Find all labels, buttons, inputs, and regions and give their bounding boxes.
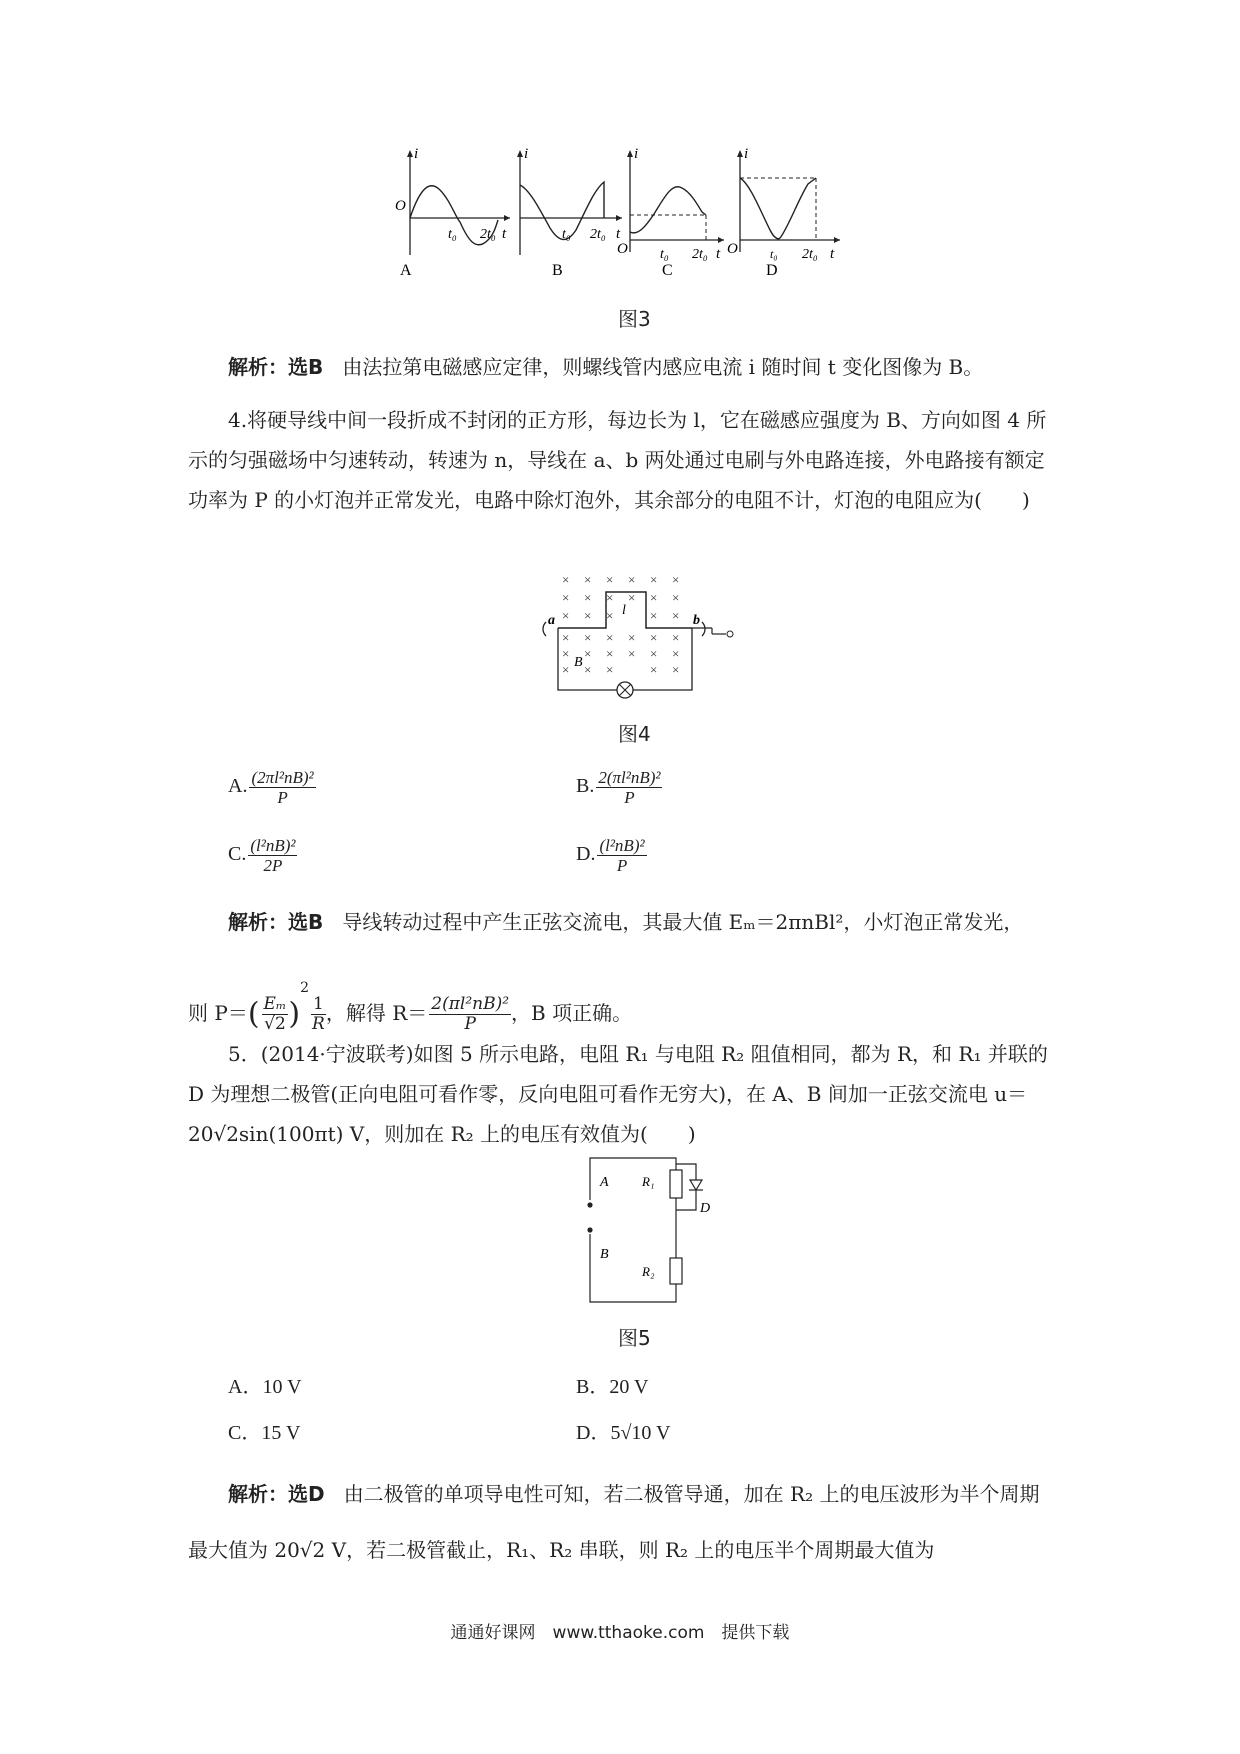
graph-c-origin: O — [617, 241, 628, 257]
svg-text:×: × — [650, 590, 658, 605]
graph-c-xlabel: t — [716, 246, 721, 262]
graph-c-t0: t₀ — [660, 247, 669, 262]
q4-option-a[interactable]: A. $\frac{\text{(2πl²nB)²}}{P}$ — [228, 768, 314, 807]
svg-text:×: × — [650, 662, 658, 677]
svg-text:×: × — [562, 646, 570, 661]
svg-text:×: × — [628, 630, 636, 645]
graph-d-xlabel: t — [830, 246, 835, 262]
q4-option-b[interactable]: B. $\frac{\text{2(πl²nB)²}}{P}$ — [576, 768, 661, 807]
svg-text:×: × — [606, 646, 614, 661]
svg-text:×: × — [606, 662, 614, 677]
svg-text:×: × — [672, 572, 680, 587]
svg-text:×: × — [584, 590, 592, 605]
q3-solution — [188, 347, 1058, 387]
terminal-b-label: B — [600, 1247, 609, 1262]
figure-4-circuit — [530, 570, 750, 700]
q5-option-d[interactable]: D．5√10 V — [576, 1422, 671, 1444]
svg-text:×: × — [628, 572, 636, 587]
svg-text:×: × — [584, 630, 592, 645]
point-b-label: b — [693, 613, 700, 628]
r2-label: R₂ — [642, 1264, 655, 1279]
svg-text:×: × — [606, 630, 614, 645]
graph-d-ylabel: i — [744, 146, 749, 162]
graph-a-origin: O — [395, 198, 406, 214]
svg-text:×: × — [584, 608, 592, 623]
q5-option-b[interactable]: B．20 V — [576, 1376, 649, 1398]
graph-a-label: A — [400, 262, 412, 279]
q5-option-c[interactable]: C．15 V — [228, 1422, 301, 1444]
graph-d — [727, 146, 840, 279]
diode-label: D — [700, 1201, 711, 1216]
svg-text:×: × — [584, 572, 592, 587]
svg-text:×: × — [650, 630, 658, 645]
figure-3-graphs — [380, 140, 900, 280]
graph-b-2t0: 2t₀ — [590, 227, 606, 242]
svg-text:×: × — [562, 630, 570, 645]
svg-text:×: × — [628, 646, 636, 661]
graph-a-xlabel: t — [502, 226, 507, 242]
graph-c-ylabel: i — [634, 146, 639, 162]
q4-solution-line1: 解析：选B 导线转动过程中产生正弦交流电，其最大值 Eₘ＝2πnBl²，小灯泡正常发光， — [228, 910, 1024, 934]
svg-text:×: × — [606, 590, 614, 605]
graph-a-ylabel: i — [414, 146, 419, 162]
q5-solution: 解析：选D 由二极管的单项导电性可知，若二极管导通，加在 R₂ 上的电压波形为半个周期最大值为 20√2 V，若二极管截止，R₁、R₂ 串联，则 R₂ 上的电压半个周期最大值为 — [188, 1482, 1040, 1562]
graph-b-t0: t₀ — [562, 227, 571, 242]
graph-c-2t0: 2t₀ — [692, 247, 708, 262]
point-a-label: a — [548, 613, 555, 628]
svg-text:×: × — [562, 590, 570, 605]
q4-option-c[interactable]: C. $\frac{\text{(l²nB)²}}{2P}$ — [228, 836, 296, 875]
graph-d-label: D — [766, 262, 778, 279]
diode-d — [690, 1180, 702, 1190]
graph-b — [517, 146, 622, 279]
r1-label: R₁ — [642, 1174, 655, 1189]
svg-text:×: × — [650, 608, 658, 623]
svg-text:×: × — [584, 662, 592, 677]
field-b-label: B — [574, 655, 583, 670]
svg-text:×: × — [584, 646, 592, 661]
q5-option-a[interactable]: A．10 V — [228, 1376, 302, 1398]
resistor-r1 — [670, 1170, 682, 1198]
svg-text:×: × — [650, 646, 658, 661]
figure-5-caption: 图5 — [618, 1326, 651, 1350]
graph-d-t0: t₀ — [770, 247, 778, 261]
figure-4-caption: 图4 — [618, 722, 651, 746]
figure-3-caption: 图3 — [618, 307, 651, 331]
terminal-a-label: A — [600, 1175, 609, 1190]
graph-d-origin: O — [727, 241, 738, 257]
svg-text:×: × — [672, 608, 680, 623]
q4-solution-line2: 则 P＝( $\frac{\text{Eₘ}}{√2}$ )$^2$ $\frac{1}{R}$ ，解得 R＝ $\frac{\text{2(πl²nB)²}}{P}$ ，B 项正确。 — [188, 980, 633, 1034]
svg-text:×: × — [628, 590, 636, 605]
svg-text:×: × — [562, 608, 570, 623]
svg-text:×: × — [672, 662, 680, 677]
svg-text:×: × — [606, 572, 614, 587]
q4-option-d[interactable]: D. $\frac{\text{(l²nB)²}}{P}$ — [576, 836, 645, 875]
svg-text:×: × — [672, 630, 680, 645]
q5-question: 5．(2014·宁波联考)如图 5 所示电路，电阻 R₁ 与电阻 R₂ 阻值相同，都为 R，和 R₁ 并联的 D 为理想二极管(正向电阻可看作零，反向电阻可看作无穷大)，在 A、B 间加一正弦交流电 u＝20√2sin(100πt) V，则加在 R₂ 上的电压有效值为( ) — [188, 1042, 1048, 1146]
graph-b-ylabel: i — [524, 146, 529, 162]
graph-d-2t0: 2t₀ — [802, 247, 818, 262]
q3-solution-text: 由法拉第电磁感应定律，则螺线管内感应电流 i 随时间 t 变化图像为 B。 — [342, 355, 984, 379]
svg-text:×: × — [562, 662, 570, 677]
graph-a-2t0: 2t₀ — [480, 227, 496, 242]
graph-a-t0: t₀ — [448, 227, 457, 242]
graph-b-xlabel: t — [616, 226, 621, 242]
graph-c — [617, 146, 724, 279]
graph-c-label: C — [662, 262, 673, 279]
side-l-label: l — [622, 603, 626, 618]
q3-solution-label: 解析：选B — [228, 355, 324, 379]
resistor-r2 — [670, 1258, 682, 1284]
figure-5-circuit — [570, 1150, 720, 1320]
svg-text:×: × — [606, 608, 614, 623]
page-footer: 通通好课网 www.tthaoke.com 提供下载 — [450, 1623, 790, 1643]
graph-a — [395, 146, 510, 279]
q5-solution-label: 解析：选D — [228, 1482, 325, 1506]
svg-text:×: × — [672, 646, 680, 661]
graph-b-label: B — [552, 262, 563, 279]
svg-text:×: × — [562, 572, 570, 587]
svg-text:×: × — [672, 590, 680, 605]
q4-question: 4.将硬导线中间一段折成不封闭的正方形，每边长为 l，它在磁感应强度为 B、方向如图 4 所示的匀强磁场中匀速转动，转速为 n，导线在 a、b 两处通过电刷与外电路连接，外电路接有额定功率为 P 的小灯泡并正常发光，电路中除灯泡外，其余部分的电阻不计，灯泡的电阻应为( ) — [188, 408, 1047, 512]
q4-solution-label: 解析：选B — [228, 910, 324, 934]
svg-text:×: × — [650, 572, 658, 587]
